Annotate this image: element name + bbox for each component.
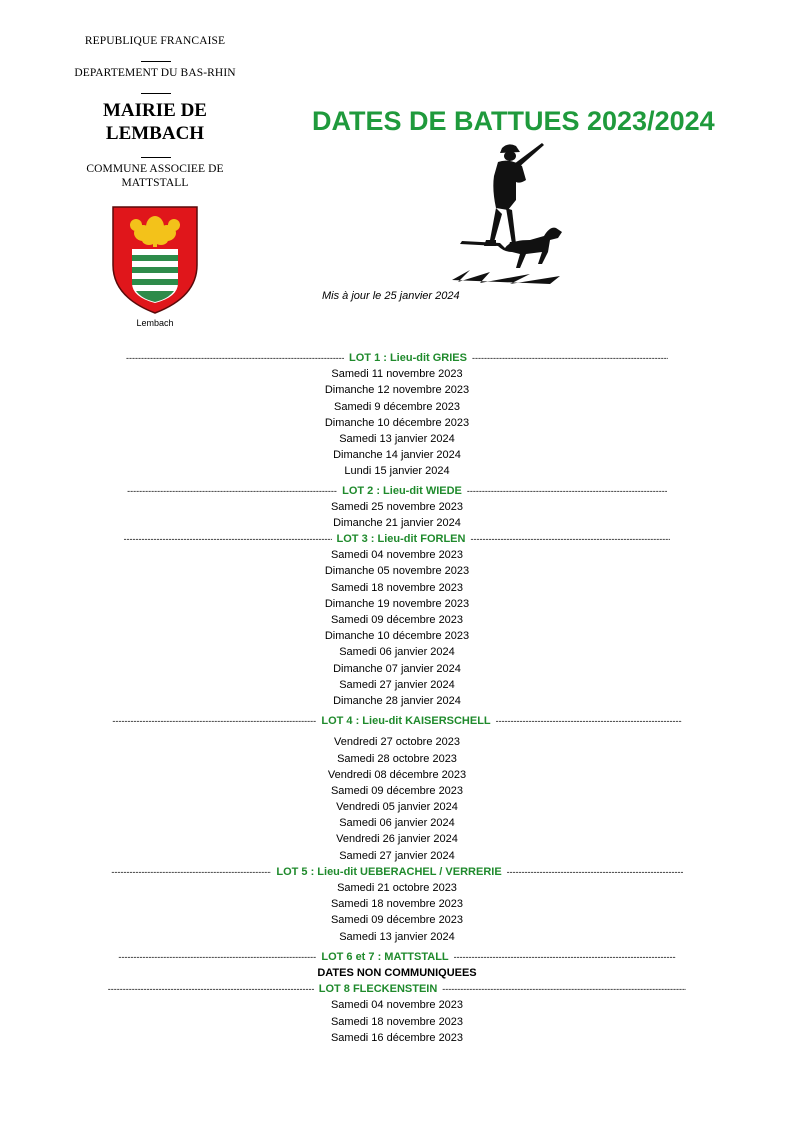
date-item: Vendredi 08 décembre 2023 bbox=[327, 768, 467, 781]
separator-line bbox=[472, 350, 668, 366]
date-item: Samedi 27 janvier 2024 bbox=[339, 678, 455, 691]
update-note: Mis à jour le 25 janvier 2024 bbox=[322, 290, 460, 302]
separator-line bbox=[112, 713, 316, 729]
crest-caption: Lembach bbox=[136, 318, 174, 328]
lot-label: LOT 5 : Lieu-dit UEBERACHEL / VERRERIE bbox=[276, 865, 502, 878]
lembach-coat-of-arms bbox=[110, 205, 200, 315]
date-item: Samedi 28 octobre 2023 bbox=[337, 752, 457, 765]
date-item: Samedi 25 novembre 2023 bbox=[330, 500, 464, 513]
date-item: Samedi 04 novembre 2023 bbox=[330, 999, 464, 1012]
date-item: Dimanche 14 janvier 2024 bbox=[333, 449, 461, 462]
lot-header bbox=[0, 864, 794, 880]
lot-label: LOT 2 : Lieu-dit WIEDE bbox=[342, 484, 462, 497]
lot-label: LOT 3 : Lieu-dit FORLEN bbox=[336, 533, 466, 546]
lot-header bbox=[0, 981, 794, 997]
date-item: Samedi 06 janvier 2024 bbox=[339, 817, 455, 830]
battues-list bbox=[0, 350, 794, 1046]
lot-header bbox=[0, 713, 794, 729]
commune-label-line2: MATTSTALL bbox=[121, 177, 189, 189]
separator-line bbox=[127, 483, 337, 499]
header-divider bbox=[141, 157, 171, 158]
lot-header bbox=[0, 531, 794, 547]
separator-line bbox=[124, 531, 332, 547]
lot-header bbox=[0, 483, 794, 499]
dates-not-communicated: DATES NON COMMUNIQUEES bbox=[317, 966, 477, 979]
date-item: Dimanche 19 novembre 2023 bbox=[324, 597, 470, 610]
separator-line bbox=[507, 864, 683, 880]
date-item: Dimanche 07 janvier 2024 bbox=[333, 662, 461, 675]
separator-line bbox=[467, 483, 667, 499]
lot-header bbox=[0, 350, 794, 366]
lot-label: LOT 8 FLECKENSTEIN bbox=[318, 983, 438, 996]
commune-label-line1: COMMUNE ASSOCIEE DE bbox=[86, 163, 224, 175]
separator-line bbox=[118, 949, 316, 965]
page-title: DATES DE BATTUES 2023/2024 bbox=[312, 106, 715, 136]
date-item: Samedi 04 novembre 2023 bbox=[330, 549, 464, 562]
date-item: Samedi 09 décembre 2023 bbox=[330, 614, 464, 626]
mairie-title-line1: MAIRIE DE bbox=[103, 100, 207, 121]
date-item: Dimanche 21 janvier 2024 bbox=[333, 516, 461, 529]
date-item: Samedi 9 décembre 2023 bbox=[334, 400, 460, 413]
lot-label: LOT 1 : Lieu-dit GRIES bbox=[349, 352, 467, 364]
date-item: Samedi 21 octobre 2023 bbox=[337, 882, 457, 894]
date-item: Dimanche 12 novembre 2023 bbox=[324, 384, 470, 397]
header-divider bbox=[141, 61, 171, 62]
separator-line bbox=[454, 949, 676, 965]
departement-label: DEPARTEMENT DU BAS-RHIN bbox=[74, 67, 236, 79]
separator-line bbox=[496, 713, 682, 729]
date-item: Dimanche 10 décembre 2023 bbox=[324, 416, 470, 429]
republique-label: REPUBLIQUE FRANCAISE bbox=[84, 35, 226, 47]
mairie-title-line2: LEMBACH bbox=[105, 123, 205, 144]
date-item: Dimanche 05 novembre 2023 bbox=[324, 565, 470, 578]
date-item: Samedi 27 janvier 2024 bbox=[339, 849, 455, 862]
date-item: Dimanche 28 janvier 2024 bbox=[333, 694, 461, 707]
separator-line bbox=[442, 981, 686, 997]
lot-header bbox=[0, 949, 794, 965]
date-item: Samedi 18 novembre 2023 bbox=[330, 581, 464, 594]
date-item: Samedi 16 décembre 2023 bbox=[330, 1031, 464, 1044]
date-item: Dimanche 10 décembre 2023 bbox=[324, 630, 470, 643]
date-item: Samedi 09 décembre 2023 bbox=[330, 914, 464, 927]
header-divider bbox=[141, 93, 171, 94]
date-item: Samedi 18 novembre 2023 bbox=[330, 898, 464, 911]
date-item: Vendredi 27 octobre 2023 bbox=[334, 736, 460, 749]
lot-label: LOT 6 et 7 : MATTSTALL bbox=[321, 950, 449, 963]
date-item: Samedi 13 janvier 2024 bbox=[339, 930, 455, 943]
lot-label: LOT 4 : Lieu-dit KAISERSCHELL bbox=[321, 715, 491, 728]
date-item: Samedi 11 novembre 2023 bbox=[331, 368, 463, 381]
hunter-with-dog-illustration bbox=[450, 140, 570, 285]
date-item: Vendredi 26 janvier 2024 bbox=[336, 833, 458, 846]
date-item: Lundi 15 janvier 2024 bbox=[344, 465, 450, 478]
date-item: Samedi 06 janvier 2024 bbox=[339, 646, 455, 659]
date-item: Samedi 09 décembre 2023 bbox=[330, 784, 464, 797]
separator-line bbox=[470, 531, 670, 547]
date-item: Vendredi 05 janvier 2024 bbox=[336, 801, 458, 814]
separator-line bbox=[111, 864, 271, 880]
date-item: Samedi 18 novembre 2023 bbox=[330, 1015, 464, 1028]
separator-line bbox=[108, 981, 314, 997]
date-item: Samedi 13 janvier 2024 bbox=[339, 432, 455, 445]
separator-line bbox=[126, 350, 344, 366]
